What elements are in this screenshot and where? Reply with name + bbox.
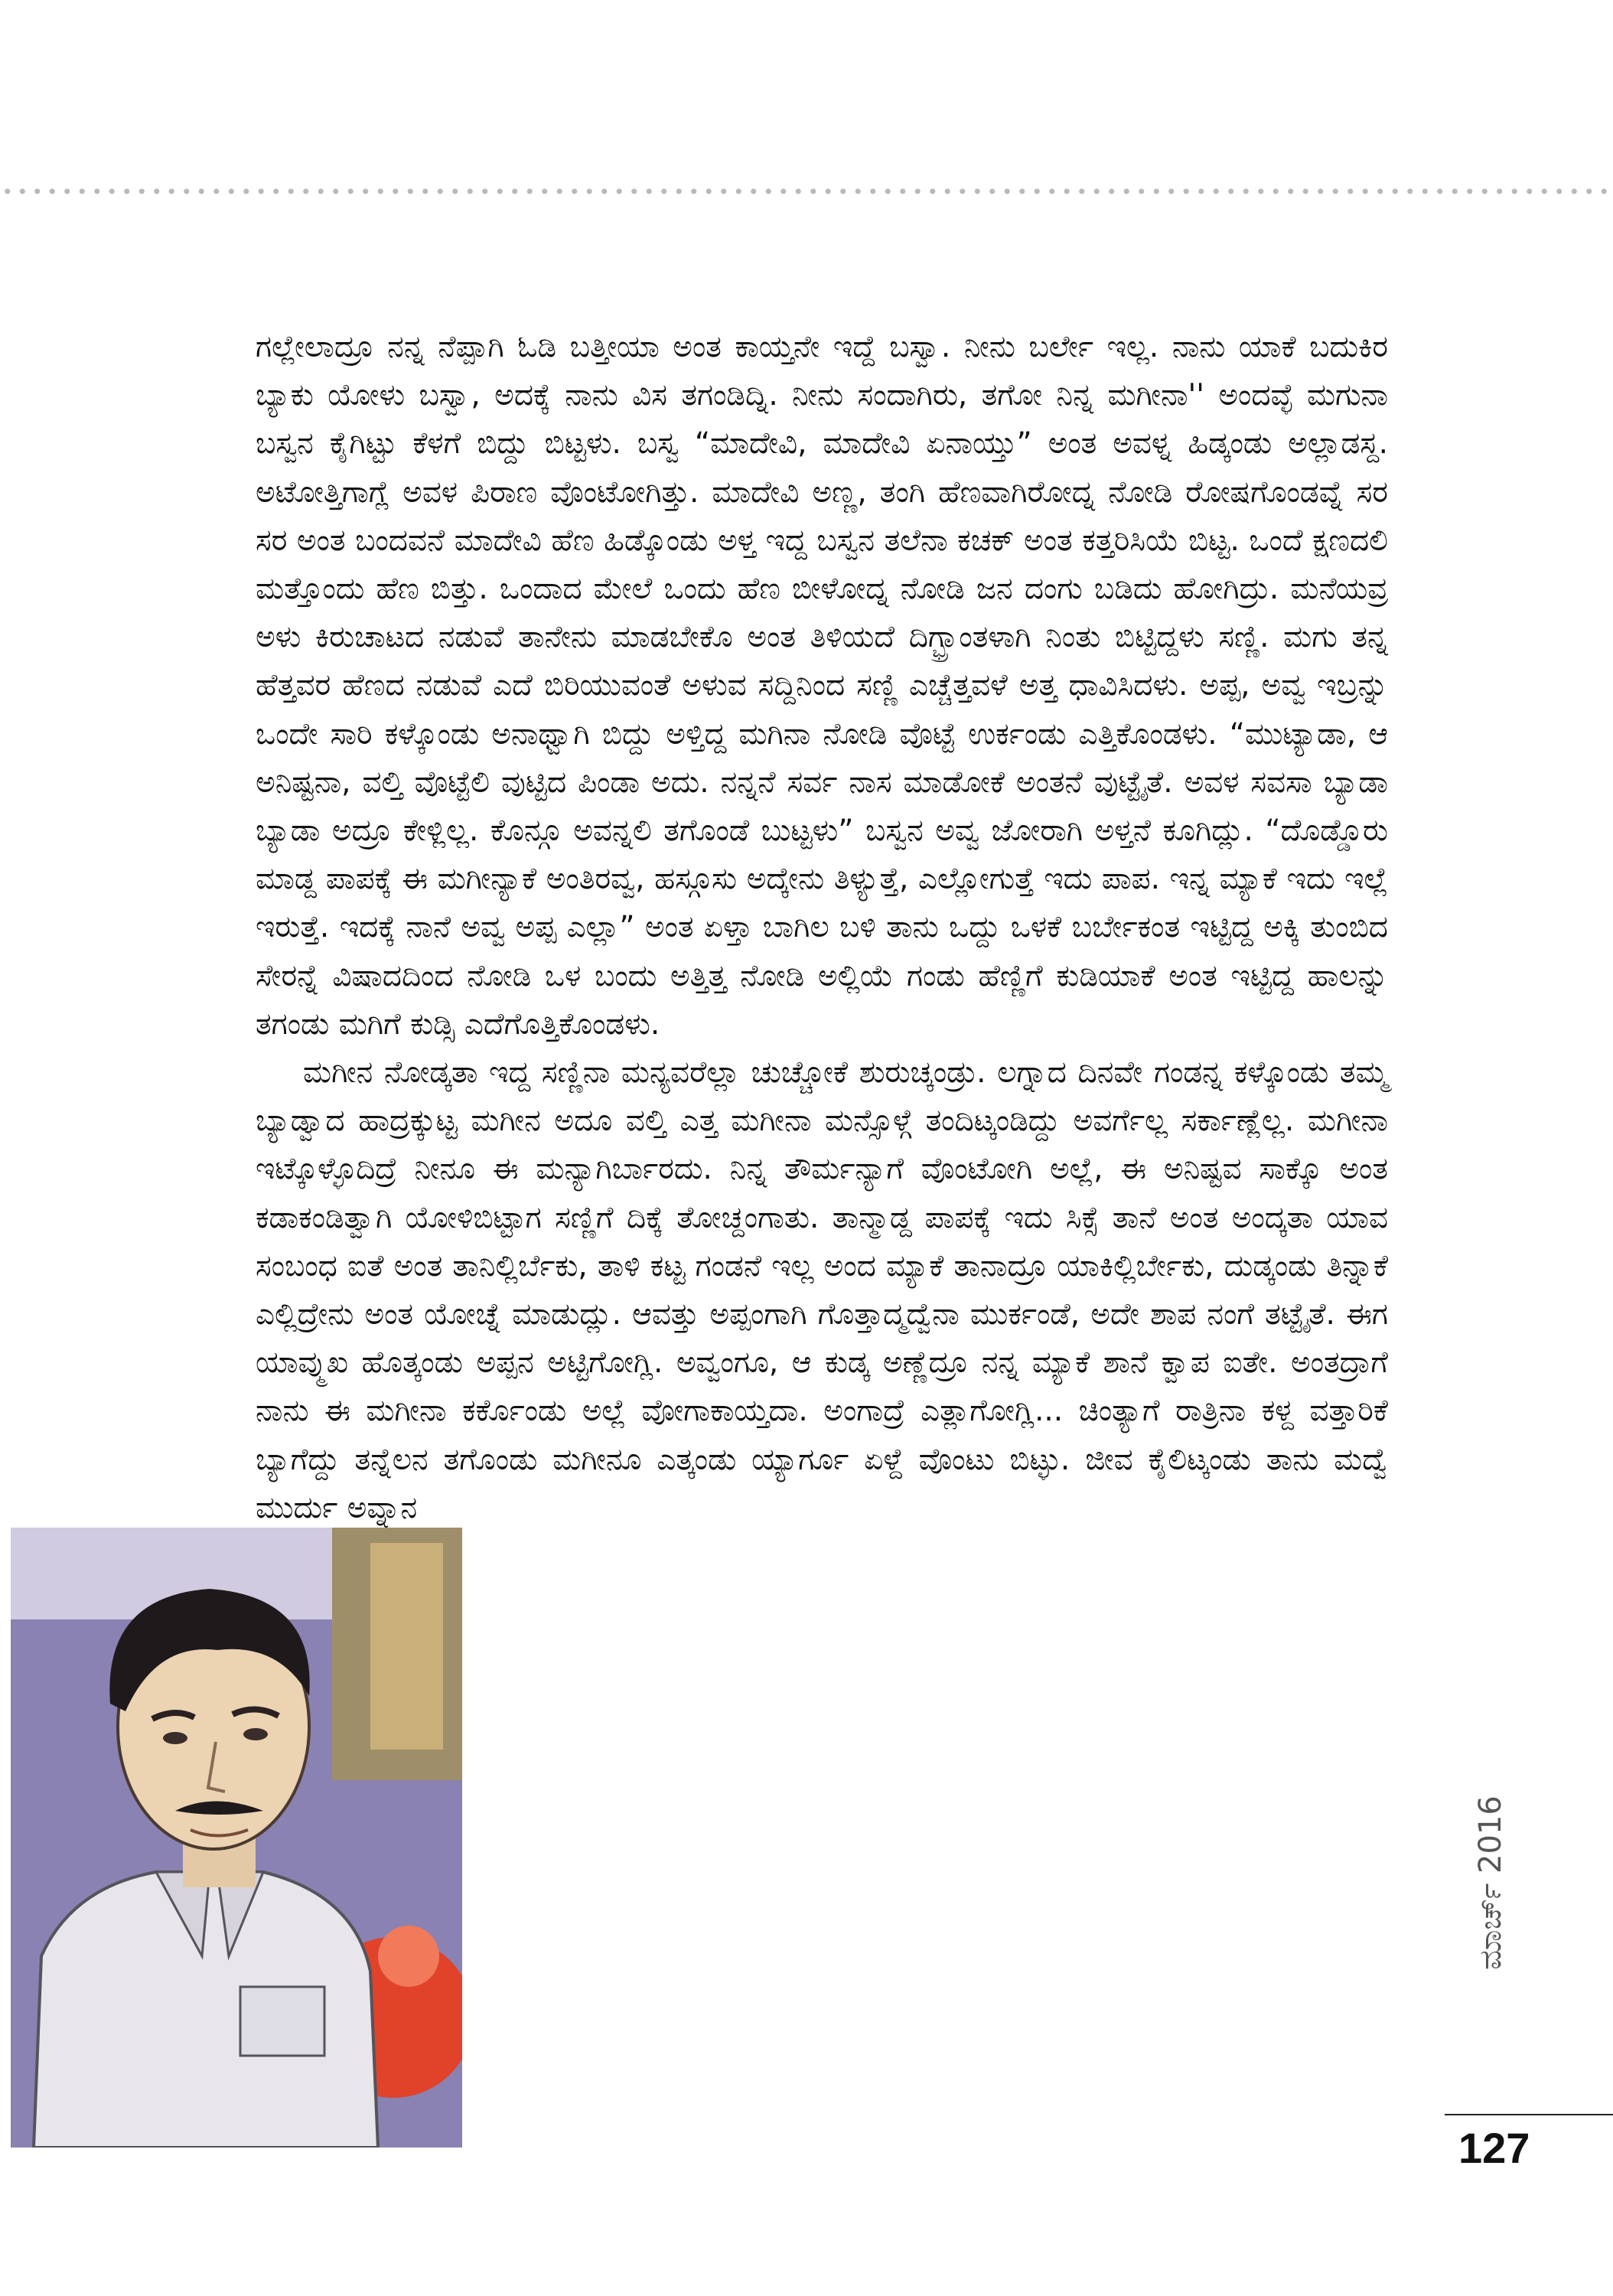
page-number: 127 <box>1458 2124 1530 2172</box>
page-number-rule <box>1445 2114 1613 2115</box>
issue-date-text: ಮಾರ್ಚ್ 2016 <box>1473 1795 1508 1970</box>
illustration-door-panel <box>370 1543 443 1750</box>
dotted-divider <box>0 187 1613 196</box>
illustration-pocket <box>240 1987 324 2056</box>
paragraph-2-text: ಮಗೀನ ನೋಡ್ಕತಾ ಇದ್ದ ಸಣ್ಣಿನಾ ಮನ್ಯವರೆಲ್ಲಾ ಚುಚ್ಚೋಕೆ ಶುರುಚ್ಕಂಡ್ರು. ಲಗ್ನಾದ ದಿನವೇ ಗಂಡನ್ನ ಕಳ್ಕೊಂಡು ತಮ್ಮ ಬ್ಯಾಡ್ವಾದ ಹಾದ್ರಕ್ಕುಟ್ಟ ಮಗೀನ ಅದೂ ವಲ್ತಿ ಎತ್ತ ಮಗೀನಾ ಮನ್ಸೊಳ್ಗೆ ತಂದಿಟ್ಕಂಡಿದ್ದು ಅವರ್ಗೆಲ್ಲ ಸರ್ಕಾಣ್ಲೆಲ್ಲ. ಮಗೀನಾ ಇಟ್ಕೊಳ್ಳೊದಿದ್ರೆ ನೀನೂ ಈ ಮನ್ಯಾಗಿರ್ಬಾರದು. ನಿನ್ನ ತೌರ್ಮನ್ಯಾಗೆ ವೊಂಟೋಗಿ ಅಲ್ಲೆ, ಈ ಅನಿಷ್ಟವ ಸಾಕ್ಕೊ ಅಂತ ಕಡಾಕಂಡಿತ್ವಾಗಿ ಯೋಳಿಬಿಟ್ಟಾಗ ಸಣ್ಣಿಗೆ ದಿಕ್ಕೆ ತೋಚ್ದಂಗಾತು. ತಾನ್ಮಾಡ್ದ ಪಾಪಕ್ಕೆ ಇದು ಸಿಕ್ಸೆ ತಾನೆ ಅಂತ ಅಂದ್ಕತಾ ಯಾವ ಸಂಬಂಧ ಐತೆ ಅಂತ ತಾನಿಲ್ಲಿರ್ಬೆಕು, ತಾಳಿ ಕಟ್ಟ ಗಂಡನೆ ಇಲ್ಲ ಅಂದ ಮ್ಯಾಕೆ ತಾನಾದ್ರೂ ಯಾಕಿಲ್ಲಿರ್ಬೇಕು, ದುಡ್ಕಂಡು ತಿನ್ನಾಕೆ ಎಲ್ಲಿದ್ರೇನು ಅಂತ ಯೋಚ್ನೆ ಮಾಡುದ್ಲು. ಆವತ್ತು ಅಪ್ಪಂಗಾಗಿ ಗೊತ್ತಾದ್ಮದ್ವೆನಾ ಮುರ್ಕಂಡೆ, ಅದೇ ಶಾಪ ನಂಗೆ ತಟ್ಟೈತೆ. ಈಗ ಯಾವ್ಮುಖ ಹೊತ್ಕಂಡು ಅಪ್ಪನ ಅಟ್ಟಿಗೋಗ್ಲಿ. ಅವ್ವಂಗೂ, ಆ ಕುಡ್ಕ ಅಣ್ಣೆದ್ರೂ ನನ್ನ ಮ್ಯಾಕೆ ಶಾನೆ ಕ್ವಾಪ ಐತೇ. ಅಂತದ್ರಾಗೆ ನಾನು ಈ ಮಗೀನಾ ಕರ್ಕೊಂಡು ಅಲ್ಲೆ ವೋಗಾಕಾಯ್ತದಾ. ಅಂಗಾದ್ರೆ ಎತ್ಲಾಗೋಗ್ಲಿ... ಚಿಂತ್ಯಾಗೆ ರಾತ್ರಿನಾ ಕಳ್ದ ವತ್ತಾರಿಕೆ ಬ್ಯಾಗೆದ್ದು ತನ್ನೆಲನ ತಗೊಂಡು ಮಗೀನೂ ಎತ್ಕಂಡು ಯ್ಯಾರ್ಗೂ ಏಳ್ದೆ ವೊಂಟು ಬಿಟ್ಳು. ಜೀವ ಕೈಲಿಟ್ಕಂಡು ತಾನು ಮದ್ವೆ ಮುರ್ದು ಅವ್ನಾನ <box>256 1055 1388 1525</box>
paragraph-2 <box>256 1049 1388 1532</box>
illustration-red-highlight <box>378 1926 439 1987</box>
illustration-eye-right <box>243 1728 268 1740</box>
story-text <box>256 323 1388 1688</box>
illustration-eye-left <box>163 1732 187 1744</box>
issue-date-label <box>1445 1684 1536 2082</box>
paragraph-1: ಗಲ್ಲೇಲಾದ್ರೂ ನನ್ನ ನೆಪ್ಪಾಗಿ ಓಡಿ ಬತ್ತೀಯಾ ಅಂತ ಕಾಯ್ತನೇ ಇದ್ದೆ ಬಸ್ವಾ. ನೀನು ಬರ್ಲೇ ಇಲ್ಲ. ನಾನು ಯಾಕೆ ಬದುಕಿರ ಬ್ಯಾಕು ಯೋಳು ಬಸ್ವಾ, ಅದಕ್ಕೆ ನಾನು ವಿಸ ತಗಂಡಿದ್ನಿ. ನೀನು ಸಂದಾಗಿರು, ತಗೋ ನಿನ್ನ ಮಗೀನಾ'' ಅಂದವ್ಳೆ ಮಗುನಾ ಬಸ್ವನ ಕೈಗಿಟ್ಟು ಕೆಳಗೆ ಬಿದ್ದು ಬಿಟ್ಟಳು. ಬಸ್ವ “ಮಾದೇವಿ, ಮಾದೇವಿ ಏನಾಯ್ತು” ಅಂತ ಅವಳ್ನ ಹಿಡ್ಕಂಡು ಅಲ್ಲಾಡಸ್ದ. ಅಟೋತ್ತಿಗಾಗ್ಲೆ ಅವಳ ಪಿರಾಣ ವೊಂಟೋಗಿತ್ತು. ಮಾದೇವಿ ಅಣ್ಣ, ತಂಗಿ ಹೆಣವಾಗಿರೋದ್ನ ನೋಡಿ ರೋಷಗೊಂಡವ್ನೆ ಸರ ಸರ ಅಂತ ಬಂದವನೆ ಮಾದೇವಿ ಹೆಣ ಹಿಡ್ಕೊಂಡು ಅಳ್ತ ಇದ್ದ ಬಸ್ವನ ತಲೆನಾ ಕಚಕ್ ಅಂತ ಕತ್ತರಿಸಿಯೆ ಬಿಟ್ಟ. ಒಂದೆ ಕ್ಷಣದಲಿ ಮತ್ತೊಂದು ಹೆಣ ಬಿತ್ತು. ಒಂದಾದ ಮೇಲೆ ಒಂದು ಹೆಣ ಬೀಳೋದ್ನ ನೋಡಿ ಜನ ದಂಗು ಬಡಿದು ಹೋಗಿದ್ರು. ಮನೆಯವ್ರ ಅಳು ಕಿರುಚಾಟದ ನಡುವೆ ತಾನೇನು ಮಾಡಬೇಕೊ ಅಂತ ತಿಳಿಯದೆ ದಿಗ್ಭ್ರಾಂತಳಾಗಿ ನಿಂತು ಬಿಟ್ಟಿದ್ದಳು ಸಣ್ಣಿ. ಮಗು ತನ್ನ ಹೆತ್ತವರ ಹೆಣದ ನಡುವೆ ಎದೆ ಬಿರಿಯುವಂತೆ ಅಳುವ ಸದ್ದಿನಿಂದ ಸಣ್ಣಿ ಎಚ್ಚೆತ್ತವಳೆ ಅತ್ತ ಧಾವಿಸಿದಳು. ಅಪ್ಪ, ಅವ್ವ ಇಬ್ರನ್ನು ಒಂದೇ ಸಾರಿ ಕಳ್ಕೊಂಡು ಅನಾಥ್ವಾಗಿ ಬಿದ್ದು ಅಳ್ತಿದ್ದ ಮಗಿನಾ ನೋಡಿ ವೊಟ್ಟೆ ಉರ್ಕಂಡು ಎತ್ತಿಕೊಂಡಳು. “ಮುಟ್ಯಾಡಾ, ಆ ಅನಿಷ್ಟನಾ, ವಲ್ತಿ ವೊಟ್ಟೆಲಿ ವುಟ್ಟಿದ ಪಿಂಡಾ ಅದು. ನನ್ನನೆ ಸರ್ವ ನಾಸ ಮಾಡೋಕೆ ಅಂತನೆ ವುಟ್ಟೈತೆ. ಅವಳ ಸವಸಾ ಬ್ಯಾಡಾ ಬ್ಯಾಡಾ ಅದ್ರೂ ಕೇಳ್ಲಿಲ್ಲ. ಕೊನ್ಗೂ ಅವನ್ನಲಿ ತಗೊಂಡೆ ಬುಟ್ಟಳು” ಬಸ್ವನ ಅವ್ವ ಜೋರಾಗಿ ಅಳ್ತನೆ ಕೂಗಿದ್ಲು. “ದೊಡ್ಡೊರು ಮಾಡ್ದ ಪಾಪಕ್ಕೆ ಈ ಮಗೀನ್ಯಾಕೆ ಅಂತಿರವ್ವ, ಹಸ್ಗೂಸು ಅದ್ಕೇನು ತಿಳ್ಯುತ್ತೆ, ಎಲ್ಲೋಗುತ್ತೆ ಇದು ಪಾಪ. ಇನ್ನ ಮ್ಯಾಕೆ ಇದು ಇಲ್ಲೆ ಇರುತ್ತೆ. ಇದಕ್ಕೆ ನಾನೆ ಅವ್ವ ಅಪ್ಪ ಎಲ್ಲಾ” ಅಂತ ಏಳ್ತಾ ಬಾಗಿಲ ಬಳಿ ತಾನು ಒದ್ದು ಒಳಕೆ ಬರ್ಬೇಕಂತ ಇಟ್ಟಿದ್ದ ಅಕ್ಕಿ ತುಂಬಿದ ಸೇರನ್ನೆ ವಿಷಾದದಿಂದ ನೋಡಿ ಒಳ ಬಂದು ಅತ್ತಿತ್ತ ನೋಡಿ ಅಲ್ಲಿಯೆ ಗಂಡು ಹೆಣ್ಣಿಗೆ ಕುಡಿಯಾಕೆ ಅಂತ ಇಟ್ಟಿದ್ದ ಹಾಲನ್ನು ತಗಂಡು ಮಗಿಗೆ ಕುಡ್ಸಿ ಎದೆಗೊತ್ತಿಕೊಂಡಳು. <box>256 330 1388 1042</box>
illustration-man <box>11 1528 462 2148</box>
